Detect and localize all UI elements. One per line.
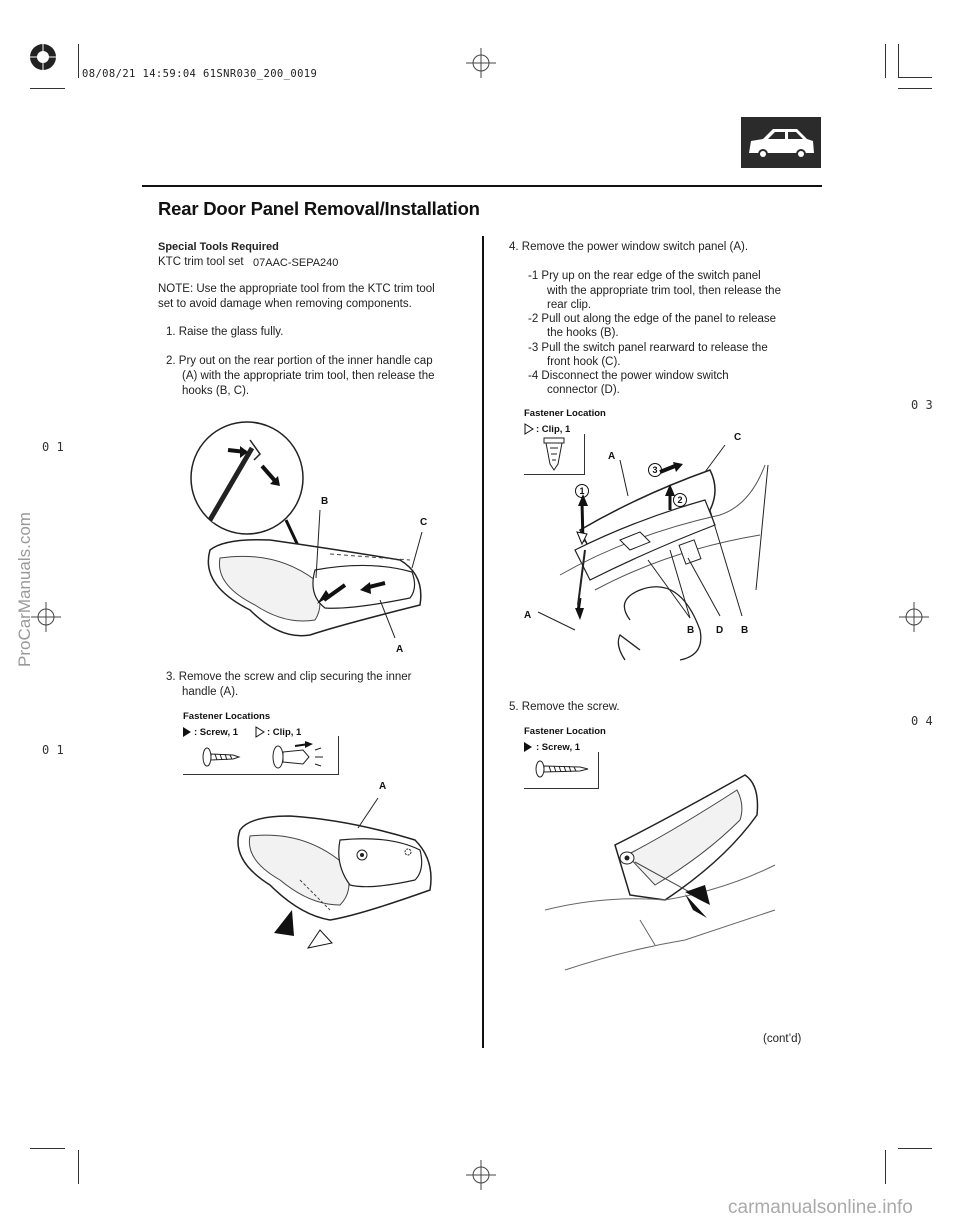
crosshair-right [899,602,929,632]
fastener-heading: Fastener Locations [183,711,271,722]
step-number-2: 2 [673,493,687,507]
handle-cap-illustration [190,410,450,670]
step-4: 4. Remove the power window switch panel (A). [509,241,749,253]
header-rule [142,185,822,187]
callout-b: B [687,625,695,636]
substep-4-3: -3 Pull the switch panel rearward to release the [528,342,768,354]
tool-part-number: 07AAC-SEPA240 [253,257,339,269]
crop-mark [898,44,899,78]
substep-4-1: -1 Pry up on the rear edge of the switch panel [528,270,761,282]
substep-4-2: -2 Pull out along the edge of the panel to release [528,313,777,325]
callout-a: A [396,644,404,655]
crop-mark [885,44,886,78]
callout-a: A [608,451,616,462]
watermark-left: ProCarManuals.com [15,512,34,667]
crosshair-icon [31,602,61,632]
callout-b: B [741,625,749,636]
step-number-3: 3 [648,463,662,477]
crop-mark [30,1148,65,1149]
callout-a: A [524,610,532,621]
fastener-heading: Fastener Location [524,408,606,419]
substep-4-4: -4 Disconnect the power window switch [528,370,729,382]
substep-4-1: rear clip. [547,299,592,311]
fastener-screw-label: : Screw, 1 [194,727,239,738]
crop-mark [78,44,79,78]
margin-mark-right-2: 0 4 [911,714,933,728]
special-tools-heading: Special Tools Required [158,241,279,253]
crop-mark [898,88,932,89]
callout-c: C [734,432,742,443]
step-2-line: 2. Pry out on the rear portion of the inner handle cap [166,355,433,367]
step-2-line: (A) with the appropriate trim tool, then release the [182,370,435,382]
crosshair-top-center [466,48,496,78]
step-1: 1. Raise the glass fully. [166,326,284,338]
inner-handle-illustration [230,780,445,950]
car-icon [741,117,821,168]
substep-4-1: with the appropriate trim tool, then release the [547,285,781,297]
substep-4-4: connector (D). [547,384,620,396]
crosshair-icon [466,1160,496,1190]
print-stamp: 08/08/21 14:59:04 61SNR030_200_0019 [82,68,318,80]
substep-4-3: front hook (C). [547,356,621,368]
note-line: NOTE: Use the appropriate tool from the KTC trim tool [158,283,435,295]
tool-name: KTC trim tool set [158,256,244,268]
fastener-clip-label: : Clip, 1 [267,727,302,738]
note-line: set to avoid damage when removing components. [158,298,412,310]
callout-c: C [420,517,428,528]
step-3-line: handle (A). [182,686,239,698]
callout-b: B [321,496,329,507]
figure-handle-cap [190,410,450,670]
crop-mark [30,88,65,89]
callout-d: D [716,625,724,636]
step-2-line: hooks (B, C). [182,385,250,397]
figure-inner-handle [230,780,445,950]
crop-mark [898,1148,932,1149]
step-5: 5. Remove the screw. [509,701,620,713]
screw-and-clip-icons [183,736,338,774]
figure-armrest [545,770,775,975]
step-number-1: 1 [575,484,589,498]
margin-mark-left-1: 0 1 [42,440,64,454]
crop-mark [885,1150,886,1184]
column-divider [482,236,484,1048]
margin-mark-left-2: 0 1 [42,743,64,757]
body-section-icon [741,117,821,168]
crop-mark [78,1150,79,1184]
fastener-clip-label: : Clip, 1 [536,424,571,435]
fastener-box [183,736,339,775]
fastener-heading: Fastener Location [524,726,606,737]
crosshair-icon [899,602,929,632]
crop-mark [898,77,932,78]
crosshair-bottom-center [466,1160,496,1190]
armrest-illustration [545,770,775,975]
page-title: Rear Door Panel Removal/Installation [158,198,480,219]
margin-mark-right-1: 0 3 [911,398,933,412]
crosshair-icon [466,48,496,78]
registration-target-icon [28,42,58,72]
registration-mark-top-left [28,42,58,72]
crosshair-left [31,602,61,632]
watermark-bottom: carmanualsonline.info [728,1197,913,1218]
substep-4-2: the hooks (B). [547,327,619,339]
fastener-screw-label: : Screw, 1 [536,742,581,753]
step-3-line: 3. Remove the screw and clip securing the inner [166,671,412,683]
continued-label: (cont’d) [763,1033,802,1045]
solid-triangle-icon [524,742,532,752]
callout-a: A [379,781,387,792]
